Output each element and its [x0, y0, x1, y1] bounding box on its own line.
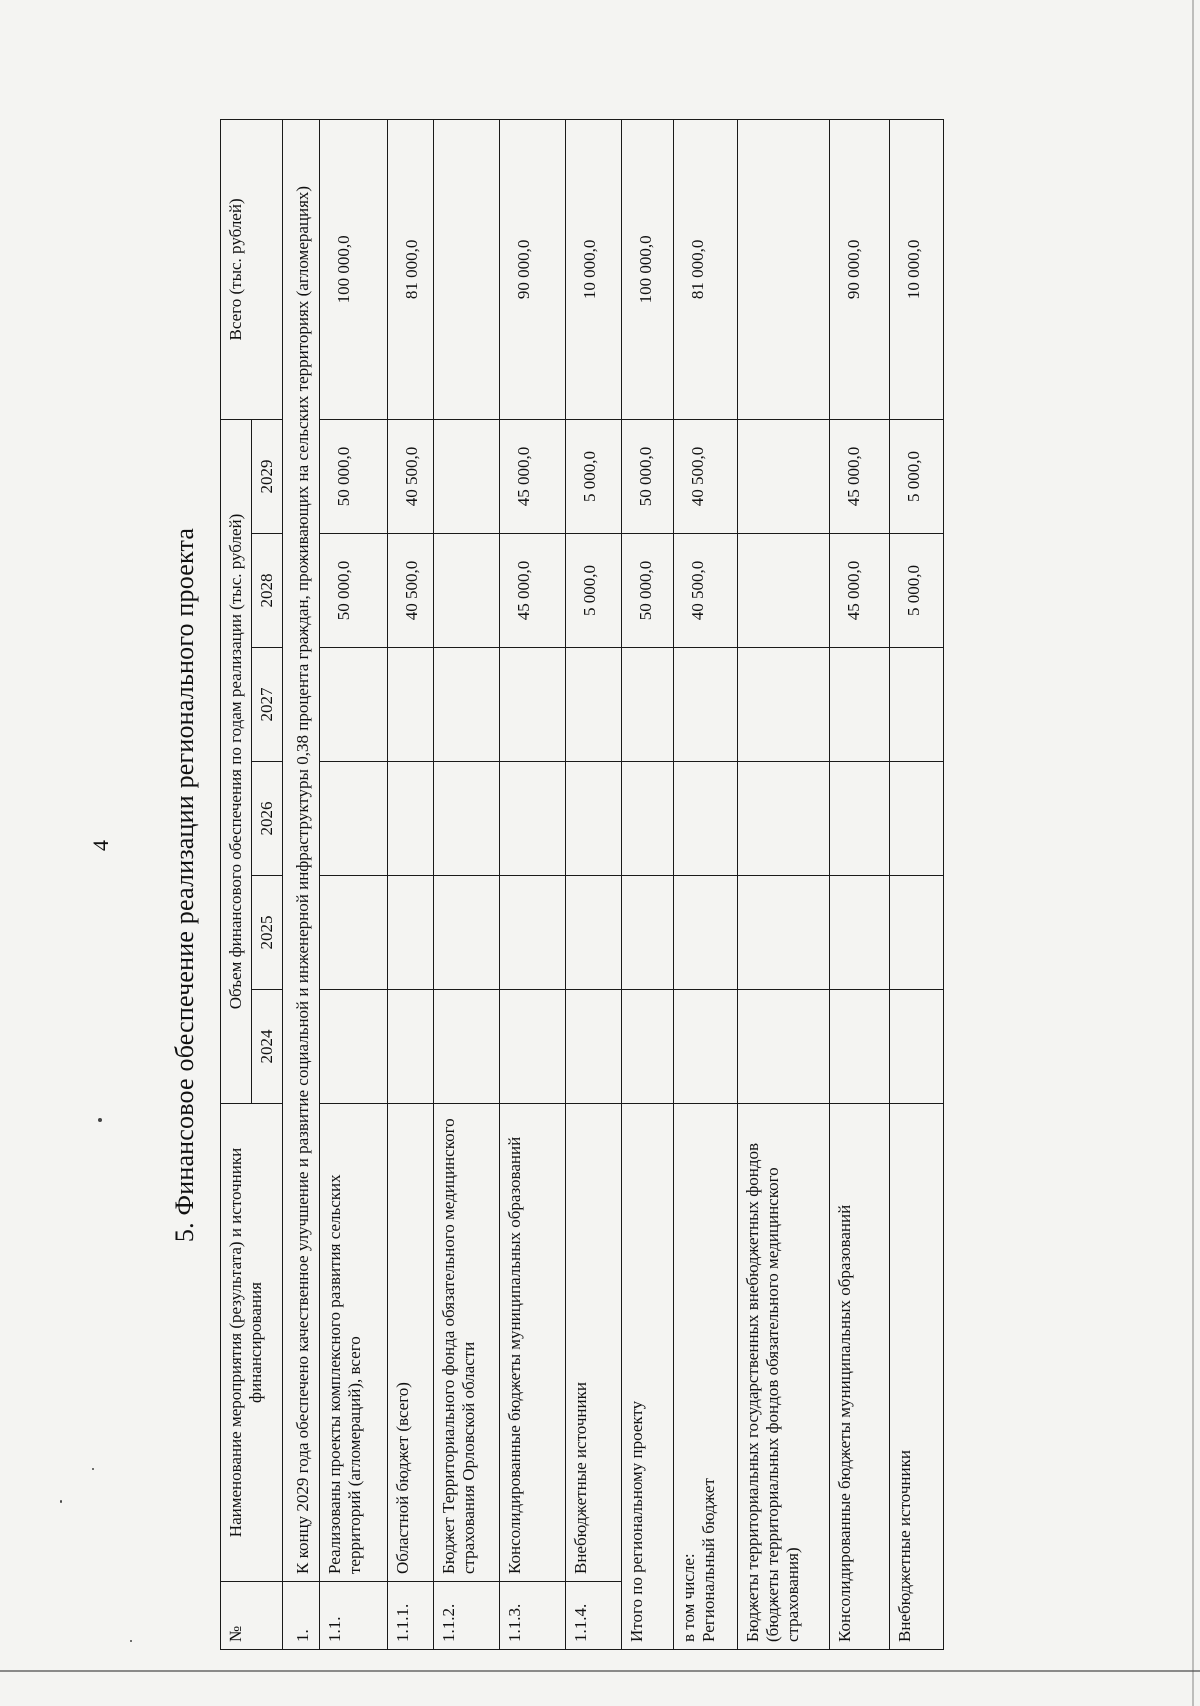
- summary-name: Итого по региональному проекту: [622, 1104, 674, 1650]
- cell-total: 10 000,0: [566, 119, 622, 419]
- cell-2026: [320, 762, 388, 876]
- cell-2028: 5 000,0: [566, 534, 622, 648]
- cell-total: 81 000,0: [674, 119, 738, 419]
- cell-2024: [674, 990, 738, 1104]
- cell-2028: 50 000,0: [320, 534, 388, 648]
- section-row: [283, 119, 320, 1649]
- cell-2024: [434, 990, 500, 1104]
- summary-name-line: в том числе:: [679, 1553, 699, 1642]
- scan-edge-right: [1192, 0, 1194, 1706]
- cell-2026: [830, 762, 890, 876]
- cell-total: 100 000,0: [622, 119, 674, 419]
- table-row: [566, 119, 622, 1649]
- summary-name-line: Региональный бюджет: [699, 1478, 719, 1642]
- cell-2024: [320, 990, 388, 1104]
- cell-2026: [500, 762, 566, 876]
- table-row: [388, 119, 434, 1649]
- row-number: 1.1.4.: [566, 1582, 622, 1650]
- header-year: 2025: [252, 876, 283, 990]
- row-name: Внебюджетные источники: [566, 1104, 622, 1582]
- header-year: 2027: [252, 648, 283, 762]
- row-number: 1.1.1.: [388, 1582, 434, 1650]
- cell-2029: 50 000,0: [320, 419, 388, 533]
- table-row: [434, 119, 500, 1649]
- cell-2029: 40 500,0: [388, 419, 434, 533]
- cell-2024: [738, 990, 830, 1104]
- cell-2027: [622, 648, 674, 762]
- row-name: Консолидированные бюджеты муниципальных образований: [500, 1104, 566, 1582]
- row-name: Областной бюджет (всего): [388, 1104, 434, 1582]
- cell-total: [434, 119, 500, 419]
- table-row: [320, 119, 388, 1649]
- cell-2027: [890, 648, 944, 762]
- cell-2029: 5 000,0: [566, 419, 622, 533]
- cell-2028: 40 500,0: [674, 534, 738, 648]
- row-number: 1.1.2.: [434, 1582, 500, 1650]
- cell-2029: 5 000,0: [890, 419, 944, 533]
- cell-2025: [388, 876, 434, 990]
- cell-2026: [738, 762, 830, 876]
- rotated-page-content: [150, 120, 1090, 1650]
- cell-2026: [388, 762, 434, 876]
- header-no: №: [221, 1582, 283, 1650]
- cell-total: 100 000,0: [320, 119, 388, 419]
- header-year: 2024: [252, 990, 283, 1104]
- cell-total: 90 000,0: [830, 119, 890, 419]
- section-number: 1.: [283, 1582, 320, 1650]
- cell-2027: [830, 648, 890, 762]
- scan-speck: [98, 1118, 102, 1122]
- cell-2025: [674, 876, 738, 990]
- scan-edge-bottom: [0, 1670, 1200, 1672]
- cell-2025: [566, 876, 622, 990]
- cell-2027: [434, 648, 500, 762]
- cell-2025: [830, 876, 890, 990]
- header-year: 2028: [252, 534, 283, 648]
- header-year: 2029: [252, 419, 283, 533]
- cell-2025: [434, 876, 500, 990]
- cell-2025: [890, 876, 944, 990]
- cell-2028: 40 500,0: [388, 534, 434, 648]
- scan-speck: [60, 1500, 62, 1503]
- cell-total: 10 000,0: [890, 119, 944, 419]
- cell-2027: [674, 648, 738, 762]
- section-title: 5. Финансовое обеспечение реализации регионального проекта: [170, 527, 199, 1243]
- row-number: 1.1.3.: [500, 1582, 566, 1650]
- cell-2028: [434, 534, 500, 648]
- cell-2028: 45 000,0: [830, 534, 890, 648]
- cell-2028: 45 000,0: [500, 534, 566, 648]
- cell-2029: [738, 419, 830, 533]
- cell-2029: 45 000,0: [500, 419, 566, 533]
- cell-2024: [388, 990, 434, 1104]
- row-name: Бюджет Территориального фонда обязательного медицинского страхования Орловской области: [434, 1104, 500, 1582]
- cell-2028: 5 000,0: [890, 534, 944, 648]
- cell-2027: [738, 648, 830, 762]
- header-row-1: [221, 119, 252, 1649]
- cell-total: 90 000,0: [500, 119, 566, 419]
- header-total: Всего (тыс. рублей): [221, 119, 283, 419]
- cell-2029: [434, 419, 500, 533]
- cell-2026: [674, 762, 738, 876]
- cell-total: 81 000,0: [388, 119, 434, 419]
- cell-2025: [738, 876, 830, 990]
- summary-row: [890, 119, 944, 1649]
- cell-2025: [500, 876, 566, 990]
- header-years-group: Объем финансового обеспечения по годам реализации (тыс. рублей): [221, 419, 252, 1103]
- cell-2026: [566, 762, 622, 876]
- cell-2028: [738, 534, 830, 648]
- cell-2024: [566, 990, 622, 1104]
- summary-name: Бюджеты территориальных государственных внебюджетных фондов (бюджеты территориальных фондов обязательного медицинского страхования): [738, 1104, 830, 1650]
- cell-2027: [320, 648, 388, 762]
- summary-name: [674, 1104, 738, 1650]
- section-text: К концу 2029 года обеспечено качественное улучшение и развитие социальной и инженерной инфраструктуры 0,38 процента граждан, проживающих на сельских территориях (агломерациях): [283, 119, 320, 1581]
- summary-row: [622, 119, 674, 1649]
- summary-row: [830, 119, 890, 1649]
- cell-2026: [622, 762, 674, 876]
- cell-2028: 50 000,0: [622, 534, 674, 648]
- scan-speck: [130, 1640, 132, 1642]
- page-number: 4: [88, 840, 113, 851]
- summary-row: [674, 119, 738, 1649]
- cell-2024: [622, 990, 674, 1104]
- cell-2024: [500, 990, 566, 1104]
- cell-2024: [890, 990, 944, 1104]
- cell-2024: [830, 990, 890, 1104]
- cell-2025: [622, 876, 674, 990]
- summary-row: [738, 119, 830, 1649]
- header-year: 2026: [252, 762, 283, 876]
- row-name: Реализованы проекты комплексного развития сельских территорий (агломераций), всего: [320, 1104, 388, 1582]
- cell-2029: 45 000,0: [830, 419, 890, 533]
- header-name: Наименование мероприятия (результата) и источники финансирования: [221, 1104, 283, 1582]
- cell-2027: [388, 648, 434, 762]
- cell-total: [738, 119, 830, 419]
- cell-2029: 40 500,0: [674, 419, 738, 533]
- financing-table: [220, 119, 944, 1650]
- cell-2026: [890, 762, 944, 876]
- cell-2029: 50 000,0: [622, 419, 674, 533]
- summary-name: Консолидированные бюджеты муниципальных образований: [830, 1104, 890, 1650]
- cell-2027: [566, 648, 622, 762]
- cell-2026: [434, 762, 500, 876]
- summary-name: Внебюджетные источники: [890, 1104, 944, 1650]
- table-row: [500, 119, 566, 1649]
- cell-2027: [500, 648, 566, 762]
- cell-2025: [320, 876, 388, 990]
- row-number: 1.1.: [320, 1582, 388, 1650]
- scan-speck: [92, 1468, 94, 1470]
